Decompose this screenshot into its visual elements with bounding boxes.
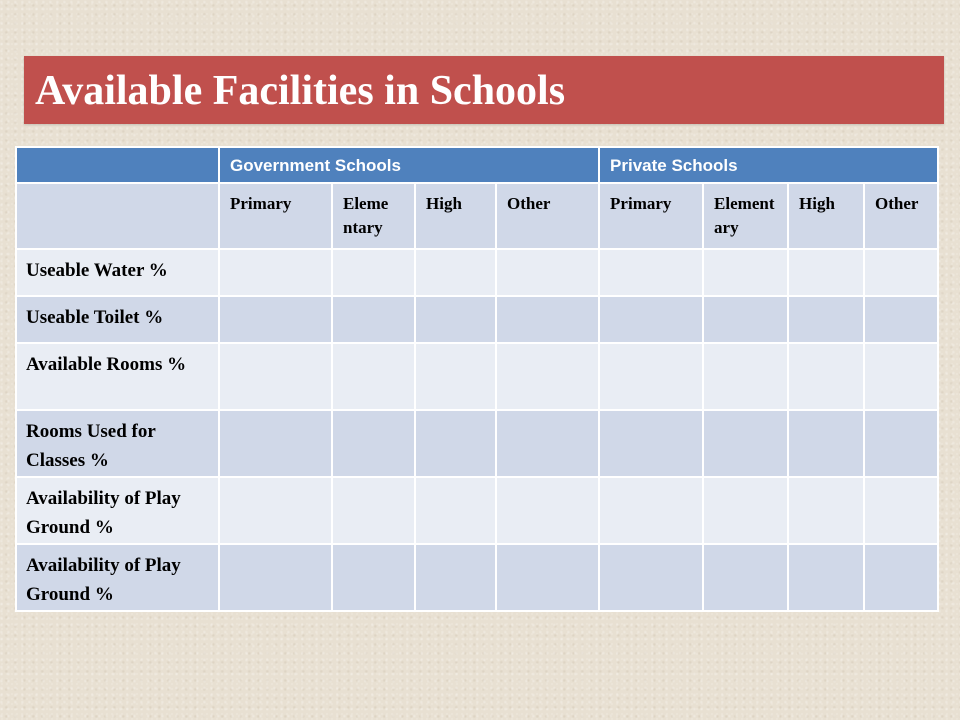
subheader-cell	[219, 183, 332, 249]
subheader-label: Primary	[230, 194, 292, 213]
table-cell	[496, 544, 599, 611]
table-cell	[599, 296, 703, 343]
table-cell	[599, 544, 703, 611]
subheader-label: Eleme ntary	[343, 194, 389, 237]
group-header-row	[16, 147, 938, 183]
table-cell	[415, 296, 496, 343]
table-cell	[332, 249, 415, 296]
subheader-cell	[599, 183, 703, 249]
corner-cell	[16, 183, 219, 249]
group-header-government	[219, 147, 599, 183]
table-cell	[219, 296, 332, 343]
row-label: Rooms Used for Classes %	[26, 421, 156, 471]
table-row	[16, 477, 938, 544]
table-cell	[864, 544, 938, 611]
table-row	[16, 296, 938, 343]
table-cell	[219, 343, 332, 410]
facilities-table	[15, 146, 939, 612]
table-cell	[219, 544, 332, 611]
title-banner	[24, 56, 944, 124]
table-row	[16, 343, 938, 410]
subheader-label: High	[426, 194, 462, 213]
table-cell	[332, 544, 415, 611]
subheader-cell	[788, 183, 864, 249]
table-row	[16, 410, 938, 477]
table-cell	[703, 410, 788, 477]
table-cell	[703, 544, 788, 611]
row-header-cell	[16, 544, 219, 611]
subheader-cell	[332, 183, 415, 249]
row-header-cell	[16, 249, 219, 296]
table-cell	[415, 249, 496, 296]
table-cell	[788, 296, 864, 343]
table-cell	[703, 343, 788, 410]
table-cell	[788, 544, 864, 611]
page-title: Available Facilities in Schools	[35, 68, 566, 114]
table-cell	[788, 343, 864, 410]
table-cell	[496, 249, 599, 296]
table-cell	[415, 343, 496, 410]
subheader-cell	[496, 183, 599, 249]
table-cell	[496, 343, 599, 410]
table-cell	[599, 477, 703, 544]
table-cell	[219, 249, 332, 296]
row-header-cell	[16, 296, 219, 343]
table-cell	[864, 343, 938, 410]
table-cell	[788, 249, 864, 296]
table-cell	[332, 477, 415, 544]
table-cell	[332, 343, 415, 410]
row-label: Availability of Play Ground %	[26, 488, 181, 538]
table-cell	[864, 410, 938, 477]
group-header-private	[599, 147, 938, 183]
table-cell	[496, 410, 599, 477]
table-cell	[415, 410, 496, 477]
row-header-cell	[16, 343, 219, 410]
table-cell	[332, 296, 415, 343]
row-label: Availability of Play Ground %	[26, 555, 181, 605]
table-cell	[864, 249, 938, 296]
subheader-cell	[864, 183, 938, 249]
table-cell	[332, 410, 415, 477]
subheader-label: Other	[875, 194, 919, 213]
table-cell	[496, 477, 599, 544]
subheader-row	[16, 183, 938, 249]
group-label: Government Schools	[230, 156, 401, 175]
table-cell	[788, 410, 864, 477]
subheader-cell	[703, 183, 788, 249]
table-cell	[219, 410, 332, 477]
table-cell	[599, 343, 703, 410]
table-cell	[219, 477, 332, 544]
subheader-label: High	[799, 194, 835, 213]
subheader-cell	[415, 183, 496, 249]
subheader-label: Primary	[610, 194, 672, 213]
row-header-cell	[16, 410, 219, 477]
subheader-label: Other	[507, 194, 551, 213]
table-cell	[788, 477, 864, 544]
table-cell	[703, 249, 788, 296]
row-label: Useable Toilet %	[26, 307, 164, 328]
table-cell	[864, 477, 938, 544]
table-row	[16, 249, 938, 296]
table-cell	[415, 544, 496, 611]
table-cell	[703, 296, 788, 343]
table-cell	[864, 296, 938, 343]
table-row	[16, 544, 938, 611]
table-cell	[599, 410, 703, 477]
table-cell	[415, 477, 496, 544]
subheader-label: Element ary	[714, 194, 775, 237]
row-header-cell	[16, 477, 219, 544]
group-label: Private Schools	[610, 156, 738, 175]
table-cell	[599, 249, 703, 296]
row-label: Available Rooms %	[26, 354, 187, 375]
corner-cell	[16, 147, 219, 183]
table-cell	[703, 477, 788, 544]
row-label: Useable Water %	[26, 260, 168, 281]
table-cell	[496, 296, 599, 343]
